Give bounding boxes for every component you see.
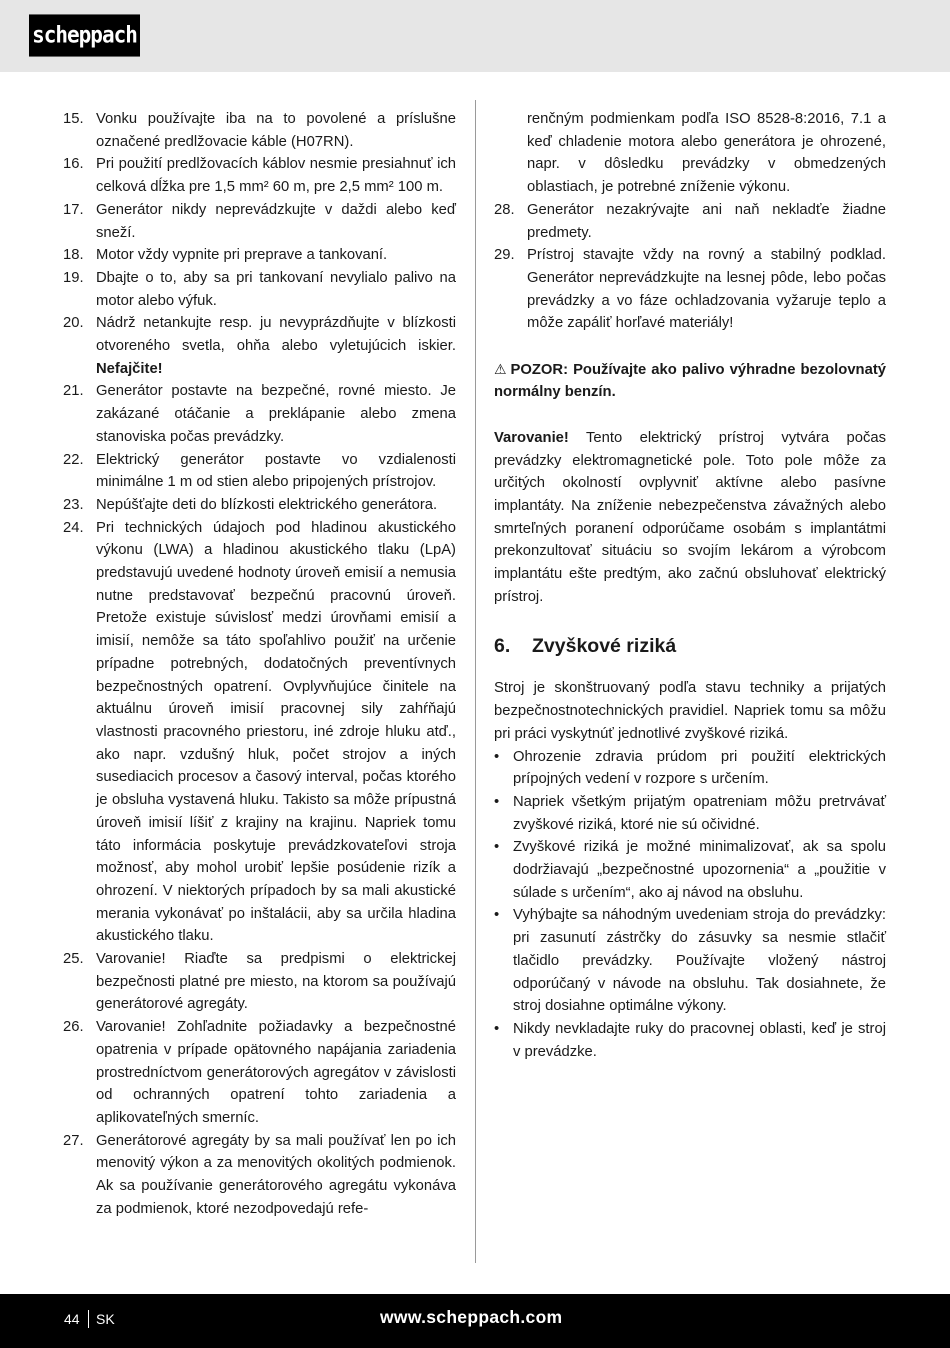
section-number: 6.	[494, 635, 511, 658]
list-item-number: 26.	[63, 1019, 84, 1036]
list-item	[63, 449, 456, 494]
list-item-text: Varovanie! Riaďte sa predpismi o elektrickej bezpečnosti platné pre miesto, na ktorom sa používajú generátorové agregáty.	[96, 951, 456, 1013]
list-item	[494, 746, 886, 791]
residual-risks-list	[494, 746, 886, 1064]
list-item-text: Varovanie! Zohľadnite požiadavky a bezpečnostné opatrenia v prípade opätovného napájania zariadenia prostredníctvom generátorových agregátov v závislosti od ochranných opatrení tohto zariadenia a aplikovateľných smerníc.	[96, 1019, 456, 1126]
list-item-text: Generátor postavte na bezpečné, rovné miesto. Je zakázané otáčanie a preklápanie alebo zmena stanoviska počas prevádzky.	[96, 383, 456, 445]
list-item	[63, 108, 456, 153]
list-item	[494, 108, 886, 199]
header-band	[0, 0, 950, 72]
list-item-number: 29.	[494, 247, 515, 264]
section-title: Zvyškové riziká	[532, 635, 677, 658]
safety-list-left	[63, 108, 456, 1220]
footer-band	[0, 1294, 950, 1348]
list-item	[63, 199, 456, 244]
list-item	[63, 1130, 456, 1221]
list-item	[63, 948, 456, 1016]
list-item-number: 16.	[63, 156, 84, 173]
bullet-icon: •	[494, 907, 500, 924]
bullet-text: Ohrozenie zdravia prúdom pri použití elektrických prípojných vedení v rozpore s určením.	[513, 748, 886, 788]
list-item-number: 25.	[63, 951, 84, 968]
list-item-text: renčným podmienkam podľa ISO 8528-8:2016, 7.1 a keď chladenie motora alebo generátora je ohrozené, napr. v dôsledku prevádzky v obmedzených oblastiach, je potrebné zníženie výkonu.	[527, 111, 886, 196]
list-item	[494, 1018, 886, 1063]
list-item-number: 23.	[63, 496, 84, 513]
list-item-text: Generátor nezakrývajte ani naň nekladťe žiadne predmety.	[527, 201, 886, 241]
list-item-number: 22.	[63, 451, 84, 468]
list-item-text: Generátorové agregáty by sa mali používať len po ich menovitý výkon a za menovitých okolitých podmienok. Ak sa používanie generátorového agregátu vykonáva za podmienok, ktoré nezodpovedajú refe-	[96, 1132, 456, 1217]
list-item-number: 28.	[494, 201, 515, 218]
caution-text: POZOR: Používajte ako palivo výhradne bezolovnatý normálny benzín.	[494, 361, 886, 401]
list-item-text: Elektrický generátor postavte vo vzdialenosti minimálne 1 m od stien alebo pripojených prístrojov.	[96, 451, 456, 491]
list-item-text: Vonku používajte iba na to povolené a príslušne označené predlžovacie káble (H07RN).	[96, 111, 456, 150]
list-item	[63, 1016, 456, 1130]
list-item-number: 24.	[63, 519, 84, 536]
bullet-text: Zvyškové riziká je možné minimalizovať, ak sa spolu dodržiavajú „bezpečnostné upozornenia“ a „použitie v súlade s určením“, ako aj návod na obsluhu.	[513, 839, 886, 901]
list-item-number: 27.	[63, 1132, 84, 1149]
bullet-icon: •	[494, 748, 500, 765]
caution-note	[494, 358, 886, 404]
list-item-emphasis: Nefajčite!	[96, 360, 163, 377]
list-item	[63, 153, 456, 198]
list-item-text: Pri technických údajoch pod hladinou akustického výkonu (LWA) a hladinou akustického tlaku (LpA) predstavujú uvedené hodnoty úroveň emisií a nemusia nutne predstavovať bezpečnú pracovnú úroveň. Pretože existuje súvislosť medzi úrovňami emisií a imisií, nemôže sa táto spoľahlivo použiť na určenie prípadne potrebných, dodatočných preventívnych bezpečnostných opatrení. Ovplyvňujúce činitele na aktuálnu úroveň imisií pracovnej sily zahŕňajú vlastnosti pracovného priestoru, iné zdroje hluku atď., ako napr. vzdušný hluk, počet strojov a iných susediacich procesov a časový interval, počas ktorého je obsluha vystavená hluku. Takisto sa môže prípustná úroveň imisií líšiť z krajiny na krajinu. Napriek tomu táto informácia poskytuje prevádzkovateľovi stroja možnosť, aby mohol urobiť lepšie posúdenie rizík a ohrození. V niektorých prípadoch by sa mali akustické merania vykonávať po inštalácii, aby sa určila hladina akustického tlaku.	[96, 519, 456, 945]
list-item-number: 21.	[63, 383, 84, 400]
bullet-icon: •	[494, 1020, 500, 1037]
list-item	[63, 267, 456, 312]
list-item	[494, 244, 886, 335]
right-column	[494, 108, 886, 1063]
list-item	[494, 199, 886, 244]
warning-label: Varovanie!	[494, 429, 569, 446]
list-item	[63, 494, 456, 517]
list-item-number: 20.	[63, 315, 84, 332]
brand-logo: scheppach	[29, 14, 140, 56]
warning-text: Tento elektrický prístroj vytvára počas prevádzky elektromagnetické pole. Toto pole môže za určitých okolností ovplyvniť aktívne alebo pasívne implantáty. Na zníženie nebezpečenstva závažných alebo smrteľných poranení odporúčame osobám s implantátmi prekonzultovať situáciu so svojím lekárom a výrobcom implantátu ešte predtým, ako začnú obsluhovať elektrický prístroj.	[494, 429, 886, 605]
left-column	[63, 108, 456, 1220]
list-item-number: 15.	[63, 111, 84, 127]
list-item	[63, 312, 456, 380]
footer-separator	[88, 1310, 89, 1328]
bullet-text: Vyhýbajte sa náhodným uvedeniam stroja do prevádzky: pri zasunutí zástrčky do zásuvky sa nesmie stlačiť tlačidlo prevádzky. Používajte vložený nástroj odporúčaný v návode na obsluhu. Tak dosiahnete, že stroj dosiahne optimálne výkony.	[513, 907, 886, 1015]
list-item-number: 19.	[63, 269, 84, 286]
list-item	[494, 904, 886, 1018]
list-item-text: Pri použití predlžovacích káblov nesmie presiahnuť ich celková dĺžka pre 1,5 mm² 60 m, pre 2,5 mm² 100 m.	[96, 156, 456, 196]
list-item-text: Nádrž netankujte resp. ju nevyprázdňujte v blízkosti otvoreného svetla, ohňa alebo vyletujúcich iskier.	[96, 315, 456, 355]
website-link[interactable]: www.scheppach.com	[380, 1307, 563, 1327]
page-number: 44	[64, 1311, 80, 1327]
bullet-text: Nikdy nevkladajte ruky do pracovnej oblasti, keď je stroj v prevádzke.	[513, 1020, 886, 1060]
list-item	[494, 836, 886, 904]
list-item	[63, 380, 456, 448]
list-item-text: Prístroj stavajte vždy na rovný a stabilný podklad. Generátor neprevádzkujte na lesnej pôde, lebo počas prevádzky a vo fáze ochladzovania vyžaruje teplo a môže zapáliť horľavé materiály!	[527, 247, 886, 332]
bullet-text: Napriek všetkým prijatým opatreniam môžu pretrvávať zvyškové riziká, ktoré nie sú očividné.	[513, 793, 886, 833]
list-item-number: 17.	[63, 201, 84, 218]
emf-warning-paragraph	[494, 427, 886, 609]
bullet-icon: •	[494, 839, 500, 856]
section-heading	[494, 633, 886, 659]
warning-triangle-icon: ⚠	[494, 360, 508, 377]
section-intro: Stroj je skonštruovaný podľa stavu techniky a prijatých bezpečnostnotechnických pravidiel. Napriek tomu sa môžu pri práci vyskytnúť jednotlivé zvyškové riziká.	[494, 680, 886, 742]
column-divider	[475, 100, 476, 1263]
list-item-text: Generátor nikdy neprevádzkujte v daždi alebo keď sneží.	[96, 201, 456, 241]
list-item	[63, 244, 456, 267]
list-item-text: Motor vždy vypnite pri preprave a tankovaní.	[96, 247, 388, 264]
list-item	[63, 517, 456, 948]
list-item-number: 18.	[63, 247, 84, 264]
list-item-text: Nepúšťajte deti do blízkosti elektrického generátora.	[96, 496, 438, 513]
bullet-icon: •	[494, 793, 500, 810]
list-item	[494, 791, 886, 836]
list-item-text: Dbajte o to, aby sa pri tankovaní nevylialo palivo na motor alebo výfuk.	[96, 269, 456, 309]
language-code: SK	[96, 1311, 115, 1327]
safety-list-right	[494, 108, 886, 335]
